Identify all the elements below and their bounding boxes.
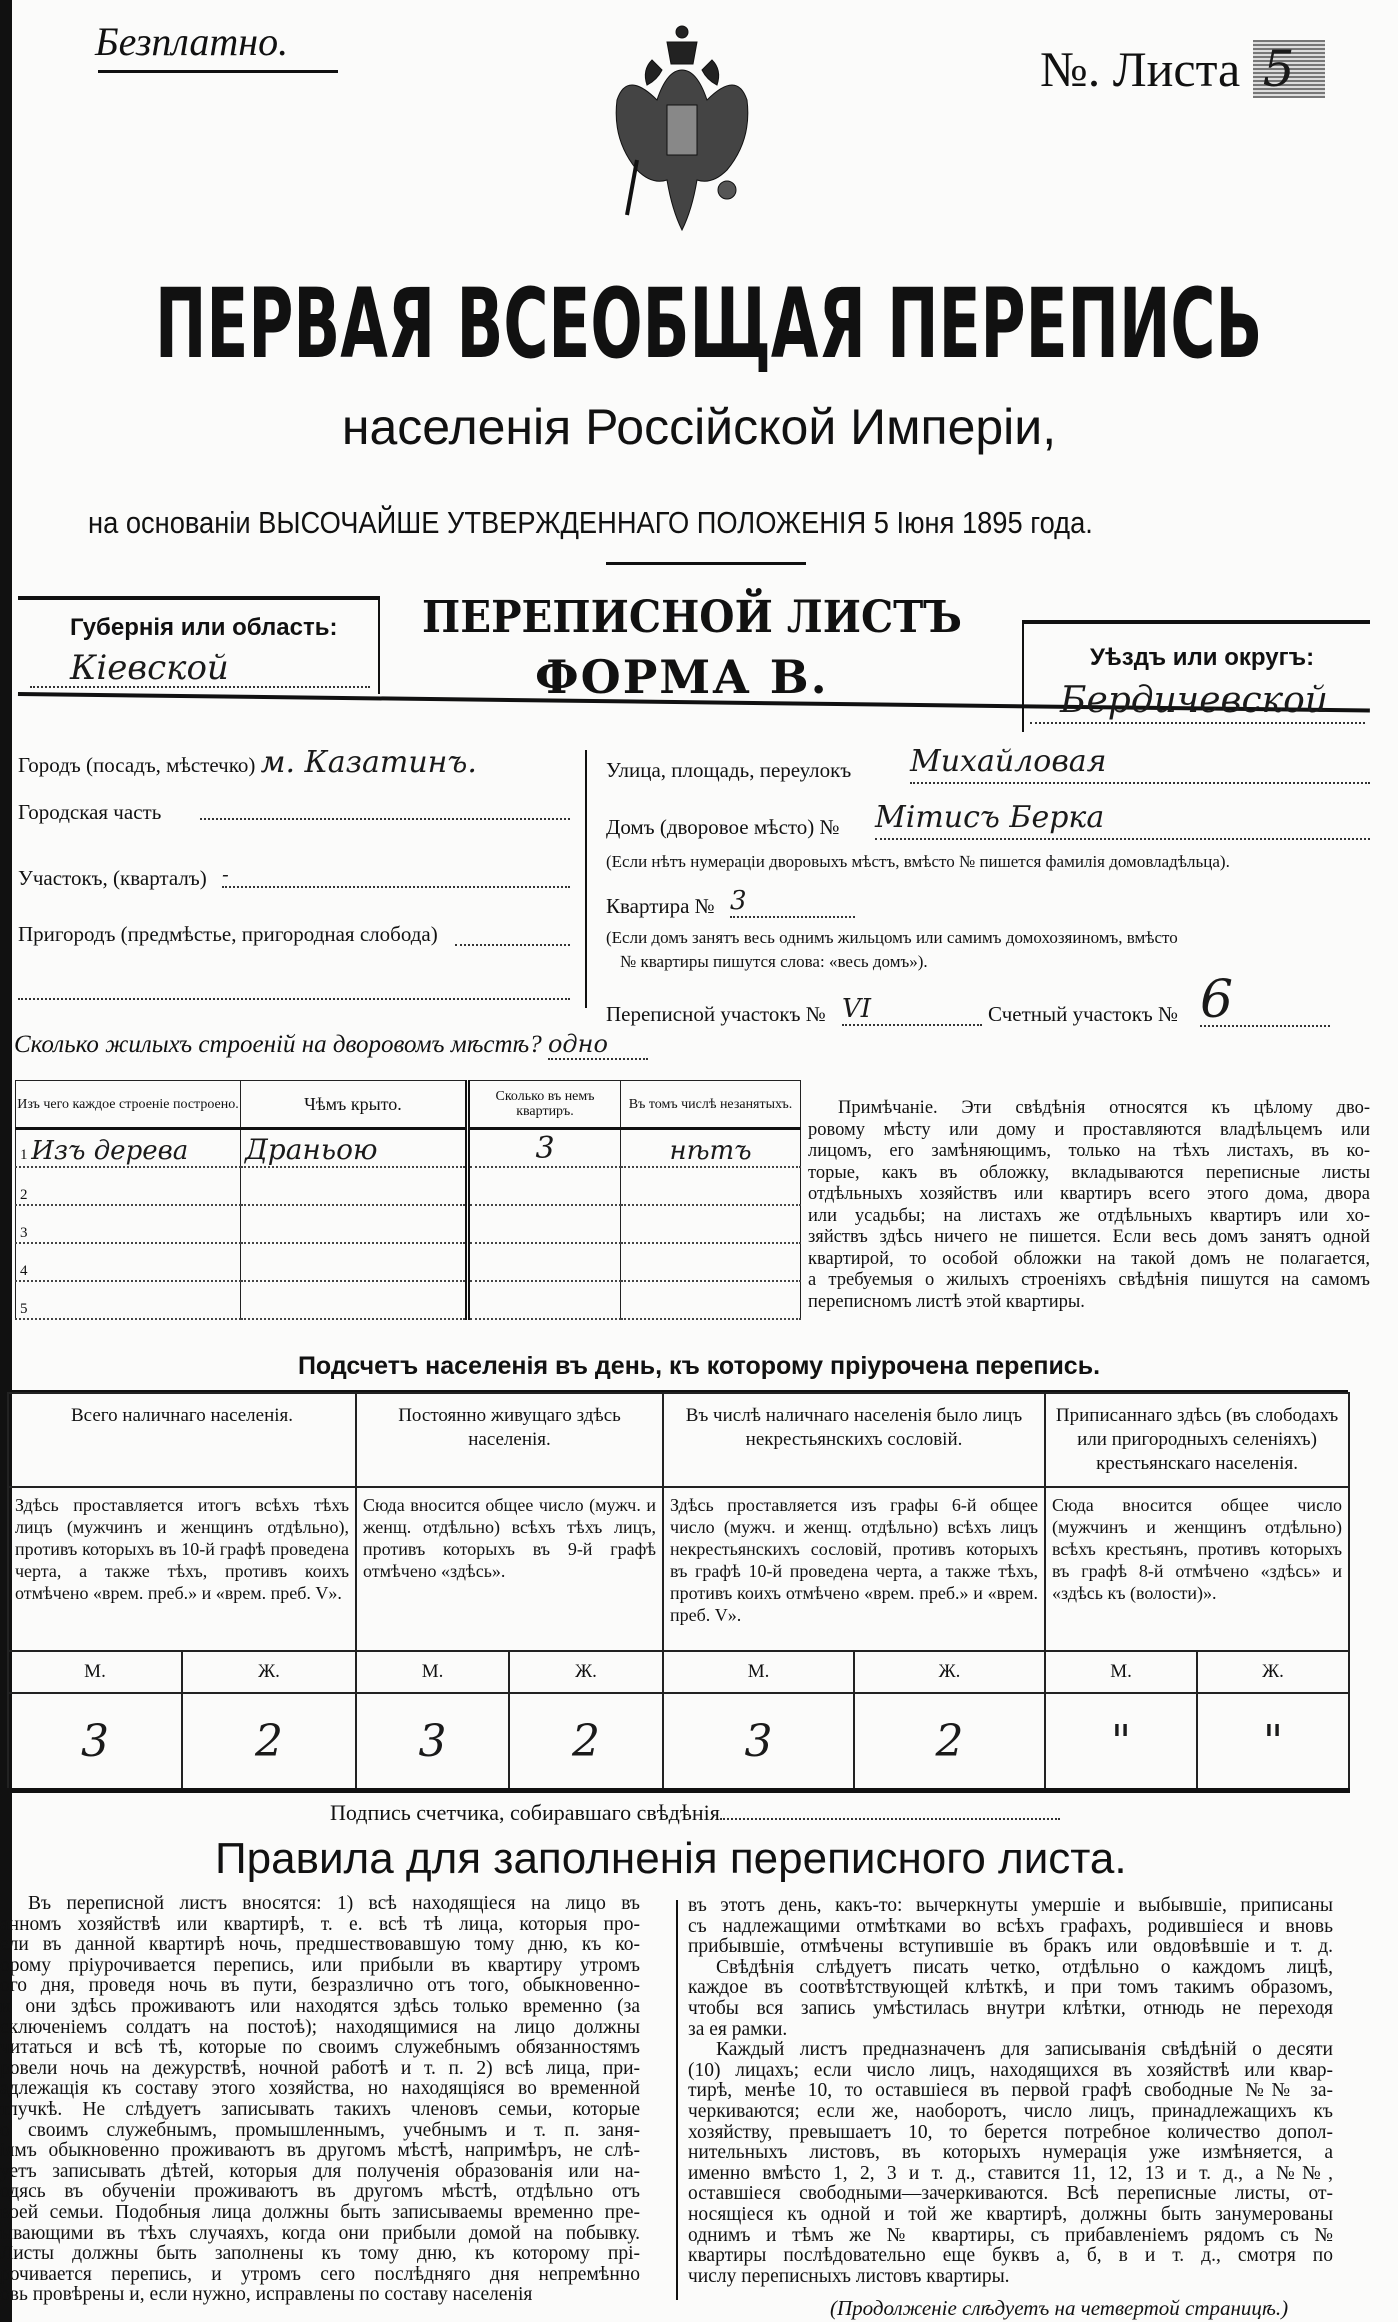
group-description: Здѣсь проставляется изъ графы 6-й общее число (мужч. и женщ. отдѣльно) всѣхъ лицъ некрестьянскихъ сословiй, противъ которыхъ въ графѣ 10-й проведена черта, а также тѣхъ, противъ коихъ отмѣчено «врем. преб.» и «врем. преб. V».	[663, 1487, 1045, 1651]
vacant-cell	[621, 1205, 801, 1243]
row-number: 5	[16, 1281, 241, 1319]
suburb-value-line2	[18, 998, 570, 1000]
group-heading: Постоянно живущаго здѣсь населенiя.	[356, 1393, 663, 1487]
row-number: 2	[16, 1167, 241, 1205]
male-count: 3	[8, 1693, 182, 1791]
rules-line: носящiеся къ одной и той же квартирѣ, должны быть занумерованы	[688, 2204, 1333, 2225]
rules-line: однимъ и тѣмъ же № квартиры, съ прибавленiемъ рядомъ съ №	[688, 2225, 1333, 2246]
group-description: Сюда вносится общее число (мужч. и женщ. отдѣльно) всѣхъ тѣхъ лицъ, противъ которыхъ въ 9-й графѣ отмѣчено «здѣсь».	[356, 1487, 663, 1651]
rules-line: тлучкѣ. Не слѣдуетъ записывать такихъ членовъ семьи, которые	[0, 2099, 640, 2120]
female-count: 2	[509, 1693, 663, 1791]
rules-line: каждое въ соотвѣтствующей клѣткѣ, и при томъ такимъ образомъ,	[688, 1978, 1333, 1999]
divider	[378, 596, 380, 694]
column-divider	[676, 1900, 678, 2300]
divider	[585, 750, 587, 1008]
group-heading: Всего наличнаго населенiя.	[8, 1393, 356, 1487]
male-header: М.	[663, 1651, 854, 1693]
table-row	[16, 1281, 801, 1319]
material-value: Изъ дерева	[31, 1136, 189, 1166]
row-number: 1	[20, 1147, 28, 1163]
apartments-cell	[468, 1205, 621, 1243]
main-title	[155, 268, 1398, 380]
row-number: 4	[16, 1243, 241, 1281]
note-line: лицомъ, его замѣняющимъ, только на тѣхъ листахъ, въ ко-	[808, 1141, 1370, 1161]
rules-line: iямъ обыкновенно проживаютъ въ другомъ мѣстѣ, напримѣръ, не слѣ-	[0, 2141, 640, 2162]
col-apartments: Сколько въ немъ квартиръ.	[468, 1081, 621, 1129]
rules-line: оставшiеся свободными—зачеркиваются. Всѣ переписные листы, от-	[688, 2184, 1333, 2205]
apartment-note-line1: (Если домъ занятъ весь однимъ жильцомъ или самимъ домохозяиномъ, вмѣсто	[606, 928, 1178, 947]
rules-line: овь провѣрены и, если нужно, исправлены по составу населенiя	[0, 2285, 533, 2306]
buildings-question-text: Сколько жилыхъ строенiй на дворовомъ мѣстѣ?	[14, 1031, 542, 1058]
note-line: переписномъ листѣ этой квартиры.	[808, 1291, 1085, 1312]
group-heading: Приписаннаго здѣсь (въ слободахъ или пригородныхъ селенiяхъ) крестьянскаго населенiя.	[1045, 1393, 1349, 1487]
note-line: квартирой, то особой обложки на такой домъ не полагается,	[808, 1248, 1370, 1269]
rules-line: читаться и всѣ тѣ, которые по своимъ служебнымъ обязанностямъ	[0, 2038, 640, 2059]
legal-basis	[88, 505, 1230, 541]
signature-field	[330, 1800, 1060, 1826]
apartments-value: 3	[468, 1129, 621, 1168]
rules-line: сключенiемъ солдатъ на постоѣ); находящимися на лицо должны	[0, 2017, 640, 2038]
precinct-value: -	[222, 862, 570, 888]
apartment-note-line2: № квартиры пишутся слова: «весь домъ»).	[620, 952, 928, 971]
rules-line: орому прiурочивается перепись, или прибыли въ квартиру утромъ	[0, 1955, 640, 1976]
apartment-value: 3	[730, 886, 855, 918]
rules-line: уетъ записывать дѣтей, которыя для полученiя образованiя или на-	[0, 2161, 640, 2182]
female-header: Ж.	[854, 1651, 1045, 1693]
city-part-value	[200, 818, 570, 820]
rules-line: и они здѣсь проживаютъ или находятся здѣсь только временно (за	[0, 1996, 640, 2017]
double-headed-eagle-emblem	[612, 20, 752, 240]
form-title-line1: ПЕРЕПИСНОЙ ЛИСТЪ	[422, 592, 963, 643]
male-header: М.	[1045, 1651, 1197, 1693]
rules-line: числу переписныхъ листовъ квартиры.	[688, 2266, 1010, 2287]
rules-line: воей семьи. Подобныя лица должны быть записываемы временно пре-	[0, 2202, 640, 2223]
house-value: Мiтисъ Берка	[875, 800, 1370, 840]
house-note: (Если нѣтъ нумерацiи дворовыхъ мѣстъ, вмѣсто № пишется фамилiя домовладѣльца).	[606, 852, 1230, 871]
sheet-number-value: 5	[1253, 40, 1325, 98]
col-roof: Чѣмъ крыто.	[241, 1081, 468, 1129]
group-heading: Въ числѣ наличнаго населенiя было лицъ некрестьянскихъ сословiй.	[663, 1393, 1045, 1487]
col-vacant: Въ томъ числѣ незанятыхъ.	[621, 1081, 801, 1129]
rules-line: Каждый листъ предназначенъ для записыванiя свѣдѣнiй о десяти	[716, 2040, 1333, 2061]
male-header: М.	[8, 1651, 182, 1693]
buildings-table	[15, 1080, 801, 1320]
district-label: Уѣздъ или округъ:	[1090, 644, 1315, 671]
apartment-label: Квартира №	[606, 894, 715, 918]
group-description: Сюда вносится общее число (мужчинъ и женщинъ отдѣльно) всѣхъ крестьянъ, противъ которыхъ въ графѣ 8-й отмѣчено «здѣсь» и «здѣсь къ (волости)».	[1045, 1487, 1349, 1651]
rules-line: ывающими въ тѣхъ случаяхъ, когда они прибыли домой на побывку.	[0, 2223, 640, 2244]
province-label: Губернiя или область:	[70, 614, 338, 641]
census-district-value: VI	[842, 994, 982, 1026]
vacant-cell	[621, 1167, 801, 1205]
divider	[18, 596, 378, 600]
note-line: отдѣльныхъ хозяйствъ или квартиръ всего этого дома, двора	[808, 1184, 1370, 1204]
suburb-value	[455, 944, 570, 946]
apartments-cell	[468, 1281, 621, 1319]
rules-line: въ этотъ день, какъ-то: вычеркнуты умершiе и выбывшiе, приписаны	[688, 1896, 1333, 1916]
buildings-question	[14, 1030, 648, 1059]
apartments-cell	[468, 1167, 621, 1205]
rules-line: за ея рамки.	[688, 2019, 788, 2040]
rules-line: одясь въ обученiи проживаютъ въ другомъ мѣстѣ, отдѣльно отъ	[0, 2182, 640, 2203]
cell-material	[16, 1129, 241, 1168]
table-row	[16, 1129, 801, 1168]
roof-cell	[241, 1281, 468, 1319]
form-title	[422, 592, 1009, 643]
male-count: 3	[356, 1693, 509, 1791]
rules-right-column	[688, 1896, 1333, 2287]
main-title-text: ПЕРВАЯ ВСЕОБЩАЯ ПЕРЕПИСЬ	[155, 268, 1263, 380]
female-count: 2	[854, 1693, 1045, 1791]
divider	[606, 562, 806, 565]
rules-line: черкиваются; если же, наоборотъ, число лицъ, принадлежащихъ къ	[688, 2101, 1333, 2122]
vacant-value: нѣтъ	[621, 1129, 801, 1168]
female-header: Ж.	[509, 1651, 663, 1693]
note-line: торые, какъ въ обложку, вкладываются переписные листы	[808, 1162, 1370, 1183]
town-label: Городъ (посадъ, мѣстечко)	[18, 753, 256, 777]
house-label: Домъ (дворовое мѣсто) №	[606, 815, 840, 839]
rules-line: Свѣдѣнiя слѣдуетъ писать четко, отдѣльно о каждомъ лицѣ,	[716, 1957, 1333, 1978]
rules-line: о своимъ служебнымъ, промышленнымъ, учебнымъ и т. п. заня-	[0, 2120, 640, 2141]
table-row	[16, 1205, 801, 1243]
female-count: 2	[182, 1693, 356, 1791]
continued-note: (Продолженiе слѣдуетъ на четвертой страницѣ.)	[830, 2296, 1289, 2320]
street-value: Михайловая	[910, 744, 1370, 784]
buildings-answer: одно	[548, 1030, 648, 1060]
free-label: Безплатно.	[95, 19, 289, 64]
divider	[1022, 620, 1370, 624]
rules-line: анномъ хозяйствѣ или квартирѣ, т. е. всѣ тѣ лица, которыя про-	[0, 1914, 640, 1935]
street-label: Улица, площадь, переулокъ	[606, 758, 852, 782]
rules-line: Листы должны быть заполнены къ тому дню, къ которому прi-	[0, 2244, 640, 2265]
note-line: зяйствъ здѣсь ничего не пишется. Если весь домъ занятъ одной	[808, 1227, 1370, 1247]
rules-line: адлежащiя къ составу этого хозяйства, но находящiяся во временной	[0, 2079, 640, 2100]
town-value: м. Казатинъ.	[260, 745, 477, 780]
roof-cell	[241, 1243, 468, 1281]
population-title: Подсчетъ населенiя въ день, къ которому прiурочена перепись.	[297, 1352, 1101, 1380]
note-line: Примѣчанiе. Эти свѣдѣнiя относятся къ цѣлому дво-	[838, 1098, 1370, 1118]
note-line: или усадьбы; на листахъ же отдѣльныхъ квартиръ или хо-	[808, 1205, 1370, 1226]
vacant-cell	[621, 1281, 801, 1319]
sheet-number	[1040, 40, 1325, 98]
population-table	[7, 1392, 1350, 1793]
male-header: М.	[356, 1651, 509, 1693]
rules-line: (10) лицахъ; если число лицъ, находящихся въ хозяйствѣ или квар-	[688, 2060, 1333, 2081]
table-row	[16, 1243, 801, 1281]
precinct-label: Участокъ, (кварталъ)	[18, 866, 207, 890]
vacant-cell	[621, 1243, 801, 1281]
rules-line: прибывшiе, отмѣчены вступившiе въ бракъ или овдовѣвшiе и т. д.	[688, 1937, 1333, 1958]
note-line: ровому мѣсту или дому и проставляются владѣльцемъ или	[808, 1119, 1370, 1140]
legal-basis-text: на основанiи ВЫСОЧАЙШЕ УТВЕРЖДЕННАГО ПОЛОЖЕНIЯ 5 Iюня 1895 года.	[88, 505, 1093, 540]
subtitle: населенiя Россiйской Имперiи,	[341, 399, 1057, 455]
female-count: "	[1197, 1693, 1349, 1791]
rules-line: Въ переписной листъ вносятся: 1) всѣ находящiеся на лицо въ	[28, 1894, 640, 1914]
female-header: Ж.	[1197, 1651, 1349, 1693]
rules-line: хозяйству, превышаетъ 10, то берется потребное количество допол-	[688, 2122, 1333, 2143]
rules-line: ровели ночь на дежурствѣ, ночной работѣ и т. п. 2) всѣ лица, при-	[0, 2058, 640, 2079]
signature-label: Подпись счетчика, собиравшаго свѣдѣнiя	[330, 1800, 720, 1825]
divider	[98, 70, 338, 73]
count-district-value: 6	[1200, 975, 1330, 1027]
male-count: 3	[663, 1693, 854, 1791]
province-value: Кiевской	[30, 648, 370, 688]
town-field	[18, 745, 477, 780]
rules-title: Правила для заполненiя переписного листа.	[215, 1834, 1127, 1883]
rules-line: ого дня, проведя ночь въ пути, безразлично отъ того, обыкновенно-	[0, 1976, 640, 1997]
apartments-cell	[468, 1243, 621, 1281]
count-district-label: Счетный участокъ №	[988, 1002, 1179, 1026]
roof-cell	[241, 1167, 468, 1205]
rules-line: квартиры послѣдовательно еще буквъ а, б, в и т. д., смотря по	[688, 2246, 1333, 2267]
row-number: 3	[16, 1205, 241, 1243]
male-count: "	[1045, 1693, 1197, 1791]
form-variant: ФОРМА В.	[535, 650, 829, 704]
buildings-note	[808, 1098, 1370, 1313]
col-material: Изъ чего каждое строенiе построено.	[16, 1081, 241, 1129]
census-district-label: Переписной участокъ №	[606, 1002, 826, 1026]
rules-line: съ надлежащими отмѣтками во всѣхъ графахъ, родившiеся и вновь	[688, 1916, 1333, 1937]
roof-cell	[241, 1205, 468, 1243]
city-part-label: Городская часть	[18, 800, 162, 824]
suburb-label: Пригородъ (предмѣстье, пригородная слобода)	[18, 922, 438, 946]
district-value: Бердичевской	[1030, 680, 1365, 724]
divider	[1022, 620, 1024, 732]
rules-line: ели въ данной квартирѣ ночь, предшествовавшую тому дню, къ ко-	[0, 1935, 640, 1956]
rules-line: нительныхъ листовъ, въ которыхъ нумерацiя уже измѣняется, а	[688, 2143, 1333, 2164]
female-header: Ж.	[182, 1651, 356, 1693]
rules-line: рочивается перепись, и утромъ сего послѣдняго дня непремѣнно	[0, 2264, 640, 2285]
rules-line: именно вмѣсто 1, 2, 3 и т. д., ставится 11, 12, 13 и т. д., а №№,	[688, 2163, 1333, 2184]
rules-line: тирѣ, менѣе 10, то оставшiеся въ первой графѣ свободные №№ за-	[688, 2081, 1333, 2102]
sheet-number-label: №. Листа	[1040, 41, 1241, 97]
group-description: Здѣсь проставляется итогъ всѣхъ тѣхъ лицъ (мужчинъ и женщинъ отдѣльно), противъ которыхъ въ 10-й графѣ проведена черта, а также тѣхъ, противъ коихъ отмѣчено «врем. преб.» и «врем. преб. V».	[8, 1487, 356, 1651]
table-row	[16, 1167, 801, 1205]
roof-value: Драньою	[241, 1129, 468, 1168]
rules-line: чтобы вся запись умѣстилась внутри клѣтки, отнюдь не переходя	[688, 1998, 1333, 2019]
rules-left-column	[0, 1894, 640, 2306]
note-line: а требуемыя о жилыхъ строенiяхъ свѣдѣнiя пишутся на самомъ	[808, 1270, 1370, 1290]
